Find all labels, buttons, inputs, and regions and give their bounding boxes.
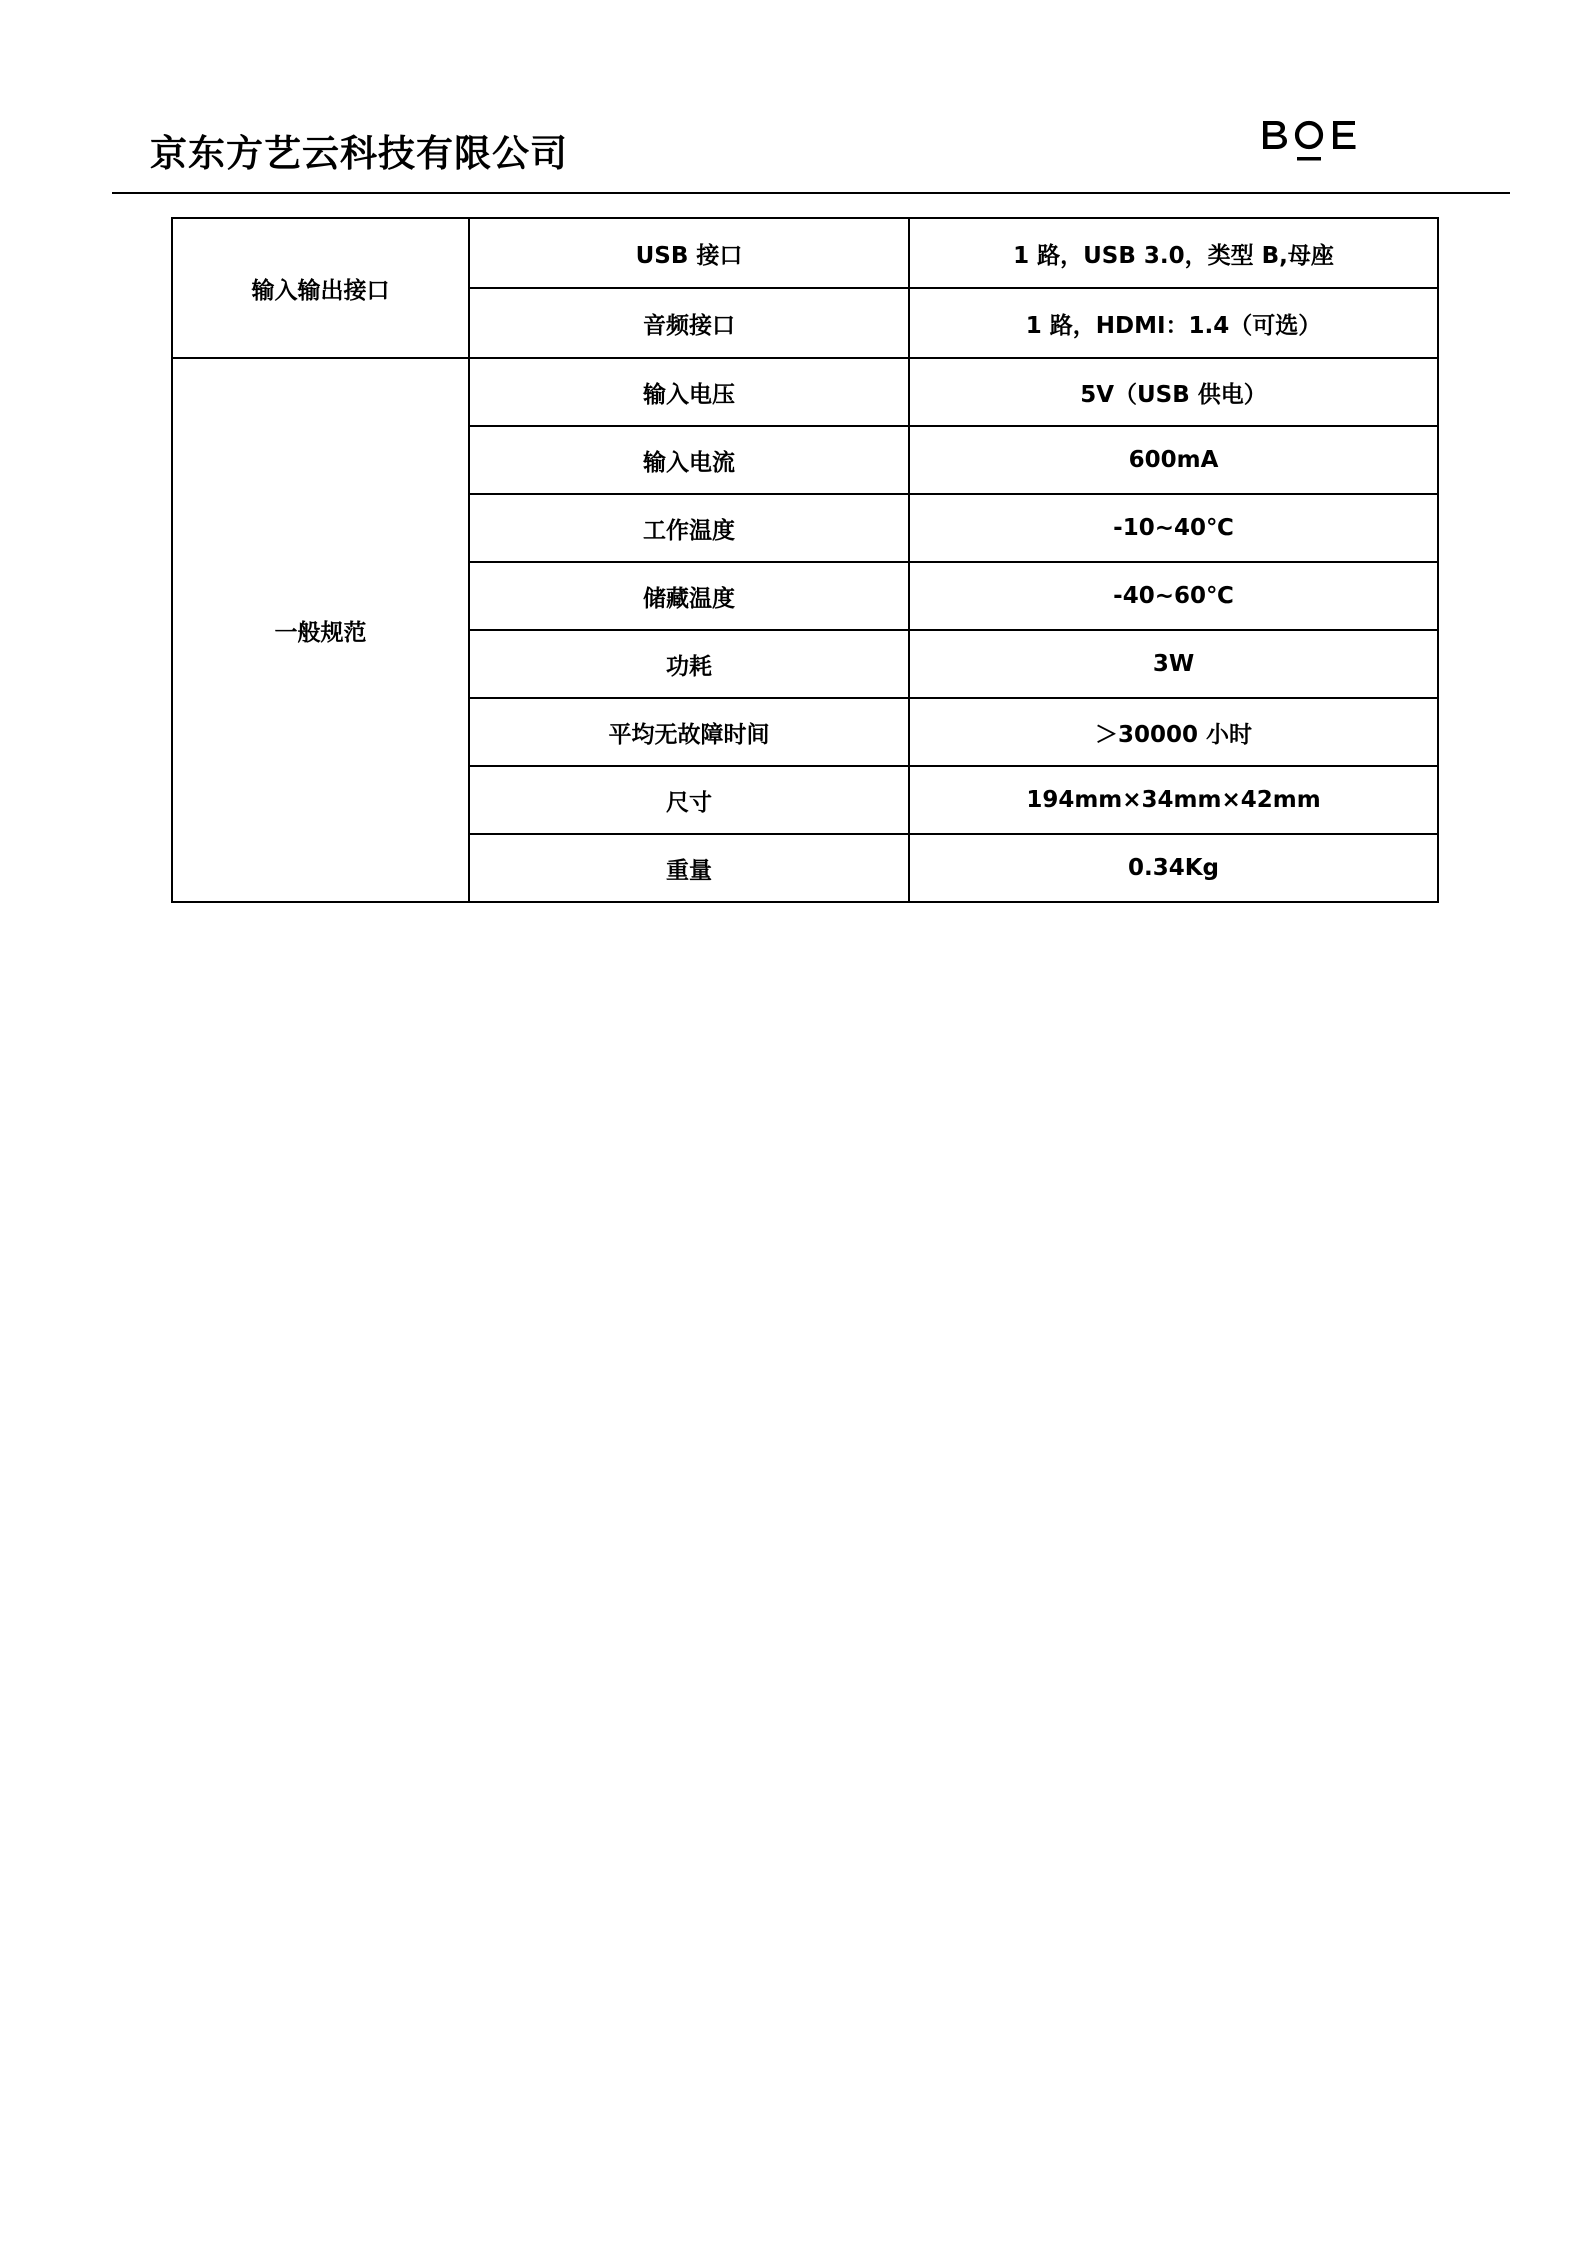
value-cell: 600mA	[909, 426, 1438, 494]
value-cell: 3W	[909, 630, 1438, 698]
item-cell: 重量	[469, 834, 909, 902]
spec-table	[171, 217, 1439, 903]
value-cell: 194mm×34mm×42mm	[909, 766, 1438, 834]
value-cell: 1 路，HDMI：1.4（可选）	[909, 288, 1438, 358]
item-cell: 工作温度	[469, 494, 909, 562]
value-cell: 0.34Kg	[909, 834, 1438, 902]
value-cell: 1 路，USB 3.0，类型 B,母座	[909, 218, 1438, 288]
table-row	[172, 218, 1438, 288]
value-cell: ＞30000 小时	[909, 698, 1438, 766]
item-cell: 平均无故障时间	[469, 698, 909, 766]
header-divider	[112, 192, 1510, 194]
item-cell: 尺寸	[469, 766, 909, 834]
table-row	[172, 358, 1438, 426]
item-cell: 输入电流	[469, 426, 909, 494]
item-cell: 音频接口	[469, 288, 909, 358]
value-cell: -10~40℃	[909, 494, 1438, 562]
value-cell: -40~60℃	[909, 562, 1438, 630]
boe-logo	[1259, 113, 1363, 167]
company-name: 京东方艺云科技有限公司	[150, 132, 568, 175]
item-cell: USB 接口	[469, 218, 909, 288]
item-cell: 输入电压	[469, 358, 909, 426]
category-cell: 一般规范	[172, 358, 469, 902]
value-cell: 5V（USB 供电）	[909, 358, 1438, 426]
item-cell: 功耗	[469, 630, 909, 698]
item-cell: 储藏温度	[469, 562, 909, 630]
category-cell: 输入输出接口	[172, 218, 469, 358]
